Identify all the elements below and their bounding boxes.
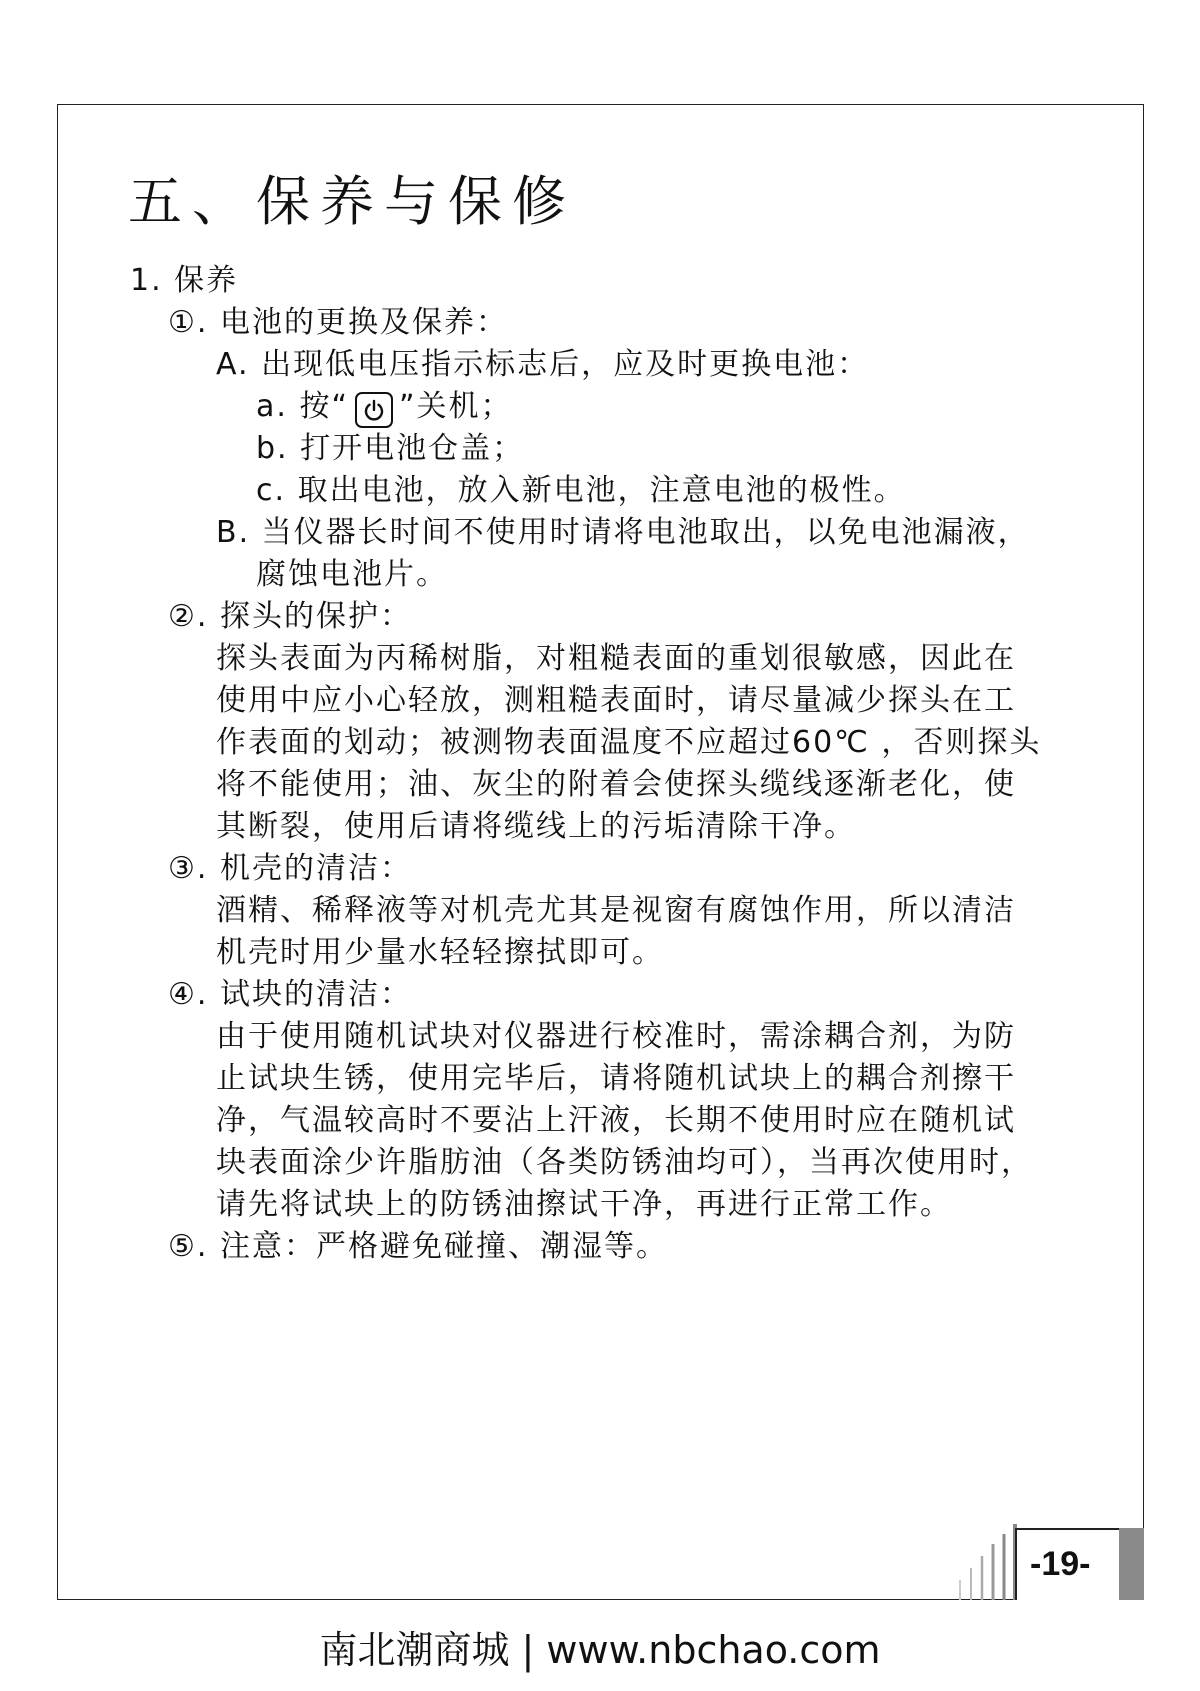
probe-line: 使用中应小心轻放，测粗糙表面时，请尽量减少探头在工 — [216, 683, 1016, 718]
maintenance-heading: 1. 保养 — [130, 263, 239, 298]
probe-line: 其断裂，使用后请将缆线上的污垢清除干净。 — [216, 809, 856, 844]
footer-watermark: 南北潮商城 | www.nbchao.com — [319, 1628, 881, 1672]
test-block-line: 块表面涂少许脂肪油（各类防锈油均可），当再次使用时， — [216, 1145, 1033, 1180]
step-a-prefix: a. 按“ — [256, 389, 349, 424]
note-line: ⑤. 注意：严格避免碰撞、潮湿等。 — [168, 1229, 668, 1264]
probe-title: ②. 探头的保护： — [168, 599, 412, 634]
housing-line: 机壳时用少量水轻轻擦拭即可。 — [216, 935, 664, 970]
housing-title: ③. 机壳的清洁： — [168, 851, 412, 886]
page-tab — [1119, 1528, 1144, 1600]
page-number: -19- — [1030, 1545, 1091, 1583]
test-block-title: ④. 试块的清洁： — [168, 977, 412, 1012]
battery-step-b: b. 打开电池仓盖； — [256, 431, 525, 466]
section-title: 五、保养与保修 — [128, 170, 576, 233]
housing-line: 酒精、稀释液等对机壳尤其是视窗有腐蚀作用，所以清洁 — [216, 893, 1016, 928]
probe-line: 将不能使用；油、灰尘的附着会使探头缆线逐渐老化，使 — [216, 767, 1016, 802]
step-a-suffix: ”关机； — [399, 389, 513, 424]
probe-line: 探头表面为丙稀树脂，对粗糙表面的重划很敏感，因此在 — [216, 641, 1016, 676]
test-block-line: 止试块生锈，使用完毕后，请将随机试块上的耦合剂擦干 — [216, 1061, 1016, 1096]
power-icon — [355, 392, 393, 428]
battery-step-a — [256, 386, 513, 428]
battery-item-a: A. 出现低电压指示标志后，应及时更换电池： — [216, 347, 870, 382]
battery-step-c: c. 取出电池，放入新电池，注意电池的极性。 — [256, 473, 906, 508]
test-block-line: 请先将试块上的防锈油擦试干净，再进行正常工作。 — [216, 1187, 952, 1222]
probe-line: 作表面的划动；被测物表面温度不应超过60℃ ，否则探头 — [216, 725, 1042, 760]
test-block-line: 由于使用随机试块对仪器进行校准时，需涂耦合剂，为防 — [216, 1019, 1016, 1054]
battery-item-b: B. 当仪器长时间不使用时请将电池取出，以免电池漏液， — [216, 515, 1030, 550]
battery-title: ①. 电池的更换及保养： — [168, 305, 508, 340]
corner-stripes — [940, 1520, 1020, 1600]
test-block-line: 净，气温较高时不要沾上汗液，长期不使用时应在随机试 — [216, 1103, 1016, 1138]
battery-item-b-cont: 腐蚀电池片。 — [256, 557, 448, 592]
